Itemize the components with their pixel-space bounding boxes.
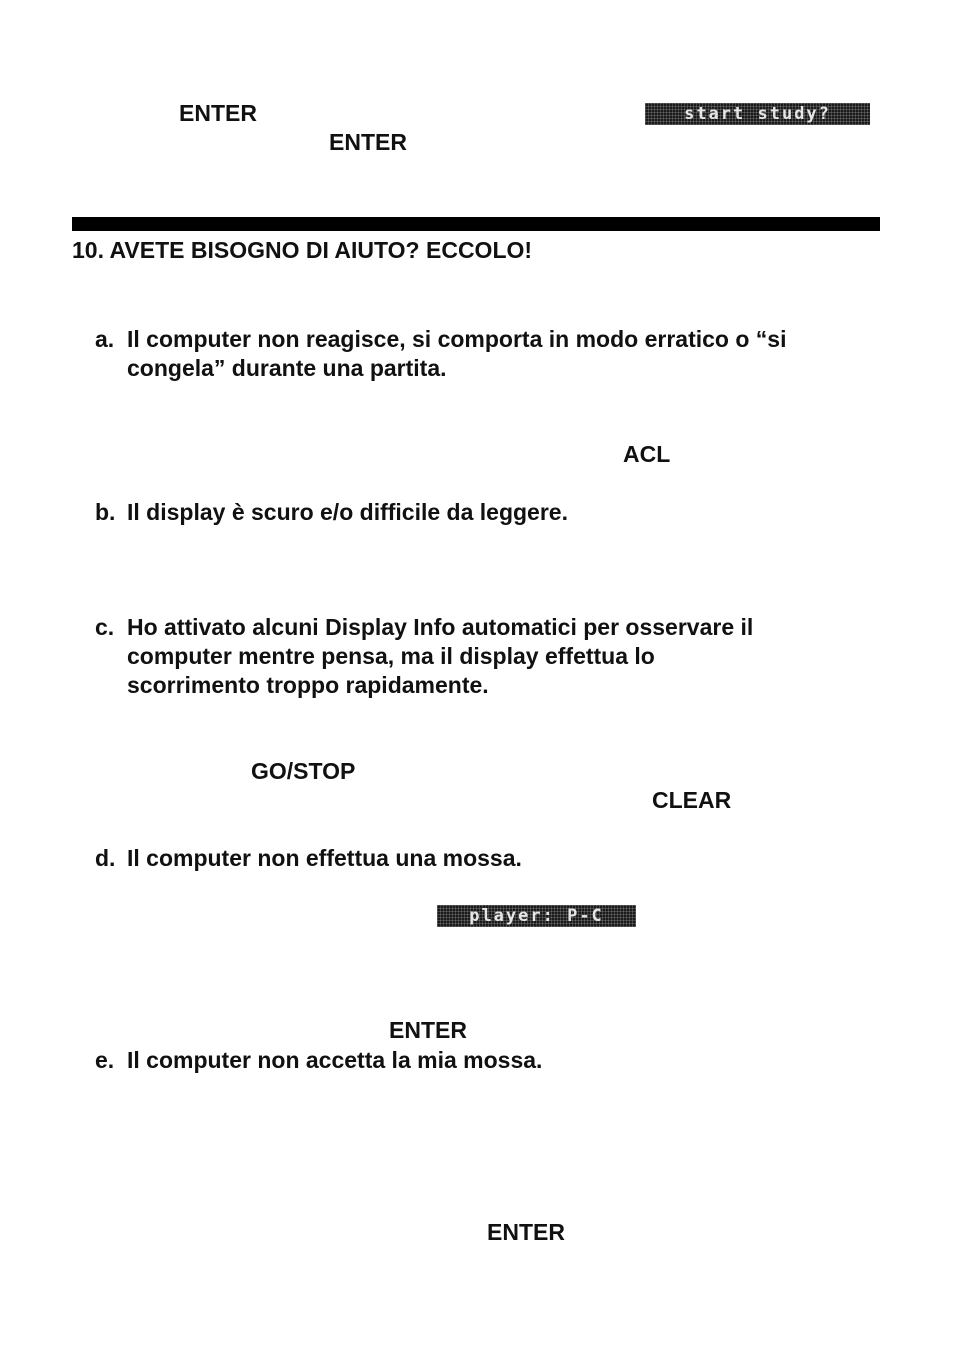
list-item [95,498,885,527]
key-enter-label: ENTER [487,1219,565,1245]
key-clear-label: CLEAR [652,787,732,813]
item-letter: b. [95,499,116,525]
list-item [95,613,885,700]
section-title: 10. AVETE BISOGNO DI AIUTO? ECCOLO! [72,237,533,263]
item-letter: e. [95,1047,115,1073]
list-item [95,325,885,383]
item-text: Ho attivato alcuni Display Info automatici per osservare il computer mentre pensa, ma il display effettua lo scorrimento troppo rapidamente. [127,614,754,698]
key-acl-label: ACL [623,441,671,467]
item-letter: c. [95,614,115,640]
item-text: Il display è scuro e/o difficile da leggere. [127,499,568,525]
key-gostop-label: GO/STOP [251,758,356,784]
item-text: Il computer non accetta la mia mossa. [127,1047,543,1073]
section-divider [72,217,880,231]
item-text: Il computer non reagisce, si comporta in modo erratico o “si congela” durante una partita. [127,326,787,381]
key-enter-label: ENTER [179,100,257,126]
item-text: Il computer non effettua una mossa. [127,845,522,871]
key-enter-label: ENTER [329,129,407,155]
lcd-display: start study? [645,103,870,125]
item-letter: a. [95,326,115,352]
item-letter: d. [95,845,116,871]
list-item [95,1046,885,1075]
lcd-display: player: P-C [437,905,636,927]
list-item [95,844,885,873]
key-enter-label: ENTER [389,1017,467,1043]
